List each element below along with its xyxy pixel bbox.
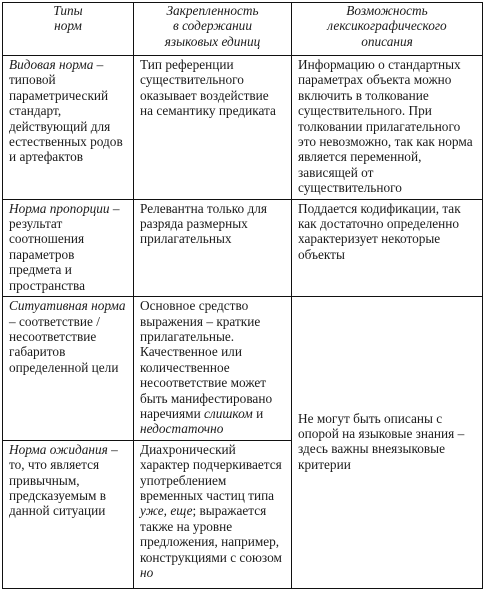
description-text: Поддается кодификации, так как достаточно определенно характеризует некоторые объекты bbox=[298, 200, 461, 262]
norm-term: Норма пропорции bbox=[9, 200, 110, 216]
table-header-row bbox=[3, 3, 483, 56]
fixation-text: и bbox=[252, 405, 264, 421]
header-line: Типы bbox=[53, 3, 83, 18]
norm-term: Ситуативная норма bbox=[9, 298, 126, 314]
fixation-text: Тип референции существительного оказывает воздействие на семантику предиката bbox=[140, 57, 276, 119]
norm-definition: – соответствие / несоответствие габаритов определенной цели bbox=[9, 313, 119, 375]
norm-definition: – типовой параметрический стандарт, действующий для естественных родов и артефактов bbox=[9, 57, 123, 165]
header-line: лексикографического bbox=[327, 18, 447, 34]
fixation-text: ; выражается также на уровне предложения, например, конструкциями с союзом bbox=[140, 503, 282, 565]
description-cell bbox=[292, 56, 483, 200]
norm-term: Видовая норма bbox=[9, 57, 94, 72]
header-line: Закрепленность bbox=[166, 3, 259, 18]
header-line: в содержании bbox=[173, 18, 252, 34]
header-line: норм bbox=[54, 18, 82, 34]
norm-type-cell bbox=[3, 199, 134, 296]
description-cell bbox=[292, 199, 483, 296]
fixation-emphasis: слишком bbox=[204, 405, 253, 421]
merged-description-cell bbox=[292, 297, 483, 589]
norm-definition: – то, что является привычным, предсказуемым в данной ситуации bbox=[9, 441, 118, 519]
header-line: описания bbox=[361, 33, 413, 49]
fixation-text: Диахронический характер подчеркивается употреблением временных частиц типа bbox=[140, 441, 282, 503]
table-row bbox=[3, 56, 483, 200]
header-norm-types bbox=[3, 3, 134, 56]
norm-term: Норма ожидания bbox=[9, 441, 108, 457]
fixation-cell bbox=[134, 56, 292, 200]
description-text: Информацию о стандартных параметрах объекта можно включить в толкование существительного. При толковании прилагательного это невозможно, так как норма является переменной, зависящей от существительного bbox=[298, 57, 473, 196]
table-row bbox=[3, 199, 483, 296]
fixation-cell bbox=[134, 297, 292, 441]
norm-definition: – результат соотношения параметров предмета и пространства bbox=[9, 200, 120, 293]
fixation-text: Основное средство выражения – краткие прилагательные. Качественное или количественное несоответствие может быть манифестировано наречиями bbox=[140, 298, 273, 421]
norm-type-cell bbox=[3, 440, 134, 588]
fixation-emphasis: недостаточно bbox=[140, 421, 224, 437]
header-fixation bbox=[134, 3, 292, 56]
table-row bbox=[3, 297, 483, 441]
fixation-cell bbox=[134, 199, 292, 296]
header-lexicographic-description bbox=[292, 3, 483, 56]
norm-type-cell bbox=[3, 297, 134, 441]
header-line: Возможность bbox=[346, 3, 428, 18]
fixation-emphasis: но bbox=[140, 565, 154, 580]
fixation-emphasis: уже, еще bbox=[140, 503, 193, 519]
norms-table bbox=[2, 2, 483, 589]
fixation-text: Релевантна только для разряда размерных прилагательных bbox=[140, 200, 268, 247]
description-text: Не могут быть описаны с опорой на языковые знания – здесь важны внеязыковые критерии bbox=[298, 410, 465, 472]
norm-type-cell bbox=[3, 56, 134, 200]
fixation-cell bbox=[134, 440, 292, 588]
header-line: языковых единиц bbox=[164, 33, 261, 49]
